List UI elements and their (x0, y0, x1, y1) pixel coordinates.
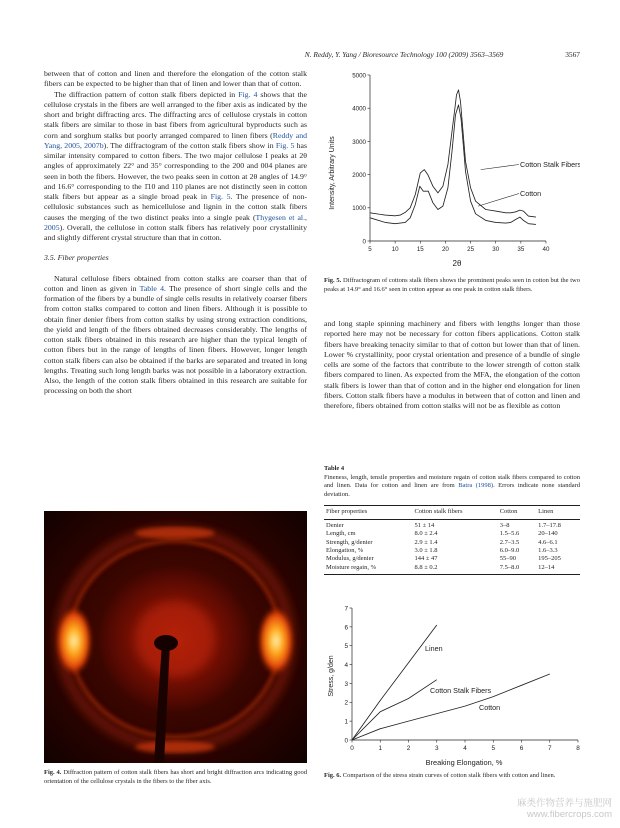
fig6-label-cotton-stalk: Cotton Stalk Fibers (430, 686, 492, 695)
running-header (0, 50, 580, 59)
table-row (324, 519, 580, 530)
table-row (324, 530, 580, 538)
table4-caption: Fineness, length, tensile properties and moisture regain of cotton stalk fibers compared to cotton and linen. Data for cotton and linen are from Batra (1998). Errors indicate none standard deviation. (324, 473, 580, 498)
paragraph: Natural cellulose fibers obtained from cotton stalks are coarser than that of cotton and linen as given in Table 4. The presence of short single cells and the formation of the fibers by a bundle of single cells results in relatively coarser fibers from cotton stalks compared to cotton and linen fibers. Although it is possible to obtain finer denier fibers from cotton stalks by using strong extraction conditions, the yield and length of the fibers obtained decreases considerably. The lengths of cotton stalk fibers obtained in this research are higher than the typical length of cotton fibers but in the range of lengths of linen fibers. However, longer length cotton stalk fibers can also be obtained if the barks are separated and treated in long lengths. Treating such long length barks was not possible in a laboratory extraction. Also, the length of the cotton stalk fibers obtained in this research are suitable for processing on both the short (44, 273, 307, 396)
x-tick-label: 20 (441, 246, 449, 253)
fig6-xlabel: Breaking Elongation, % (425, 758, 503, 767)
table-cell: 55–90 (499, 555, 516, 563)
table-row (324, 539, 580, 547)
x-tick-label: 35 (517, 246, 525, 253)
table-cell: Modulus, g/denier (326, 555, 374, 563)
table4-link[interactable]: Table 4 (139, 283, 164, 293)
paragraph: The diffraction pattern of cotton stalk fibers depicted in Fig. 4 shows that the cellulose crystals in the fibers are well arranged to the fiber axis as indicated by the short and bright diffracting arcs. The diffracting arcs of cellulose crystals in cotton stalk fibers are similar to those in bast fibers from agricultural byproducts such as corn and sorghum stalks but poorly arranged compared to linen fibers (Reddy and Yang, 2005, 2007b). The diffractogram of the cotton stalk fibers show in Fig. 5 has similar intensity compared to cotton fibers. The two major cellulose I peaks at 2θ angles of approximately 22° and 35° corresponding to the 200 and 004 planes are seen in both the fibers. However, the two peaks seen in cotton at 2θ angles of 14.9° and 16.6° corresponding to the 1̄10 and 110 planes are not distinctly seen in cotton stalk fibers but appear as a single broad peak in Fig. 5. The presence of non-cellulosic substances such as hemicellulose and lignin in the cotton stalk fibers causes the merging of the two distinct peaks into a single peak (Thygesen et al., 2005). Overall, the cellulose in cotton stalk fibers has relatively poor crystallinity and slightly different crystal structure than that in cotton. (44, 89, 308, 242)
table4-label: Table 4 (324, 465, 345, 472)
table-cell: Elongation, % (326, 547, 364, 554)
table-cell: 51 ± 14 (414, 521, 435, 529)
column-header: Cotton stalk fibers (414, 508, 463, 516)
y-tick-label: 2 (344, 699, 348, 707)
y-tick-label: 0 (344, 737, 348, 745)
x-tick-label: 3 (434, 745, 439, 752)
y-tick-label: 3000 (352, 138, 366, 146)
reference-link[interactable]: Batra (1998) (458, 482, 494, 490)
x-tick-label: 6 (519, 745, 524, 752)
paragraph: between that of cotton and linen and therefore the elongation of the cotton stalk fibers can be expected to be higher than that of linen and lower than that of cotton. (44, 69, 307, 89)
y-tick-label: 7 (344, 605, 348, 613)
reference-link[interactable]: Reddy and Yang, 2005, 2007b (44, 130, 307, 150)
x-tick-label: 2 (406, 745, 411, 752)
table-cell: 2.7–3.5 (499, 538, 520, 546)
table-cell: 1.5–5.6 (499, 530, 520, 538)
table-cell: 2.9 ± 1.4 (414, 538, 438, 546)
watermark-text: 麻类作物营养与施肥网 (516, 798, 612, 809)
table-cell: 12–14 (538, 563, 555, 571)
x-tick-label: 5 (368, 246, 372, 253)
x-tick-label: 25 (467, 246, 475, 253)
x-tick-label: 0 (350, 745, 354, 752)
watermark-url: www.fibercrops.com (527, 809, 612, 820)
right-column (324, 319, 580, 411)
column-header: Fiber properties (326, 508, 368, 516)
series-line-1 (370, 90, 536, 217)
table-cell: 8.0 ± 2.4 (414, 530, 438, 538)
table-row (324, 564, 580, 575)
x-tick-label: 7 (547, 745, 552, 752)
y-tick-label: 6 (344, 624, 348, 632)
series-line-1 (352, 625, 437, 740)
table-cell: 8.8 ± 0.2 (414, 563, 438, 571)
y-tick-label: 5000 (352, 72, 366, 80)
y-tick-label: 4 (344, 661, 348, 669)
column-header: Cotton (499, 508, 518, 516)
fig5-legend-cotton: Cotton (520, 189, 542, 198)
table-row (324, 547, 580, 555)
table-cell: Moisture regain, % (326, 563, 377, 571)
reference-link[interactable]: Thygesen et al., 2005 (44, 212, 307, 232)
x-tick-label: 40 (542, 246, 550, 253)
table4-block (324, 465, 580, 575)
x-tick-label: 10 (391, 246, 399, 253)
fig6-stress-strain (324, 600, 580, 768)
fig5-legend-pointer (478, 194, 519, 207)
table-cell: 144 ± 47 (414, 555, 438, 563)
diffraction-pattern (44, 511, 307, 763)
x-tick-label: 30 (492, 246, 500, 253)
watermark (430, 795, 612, 820)
fig5-xlabel: 2θ (452, 259, 462, 268)
fig6-label-cotton: Cotton (479, 703, 501, 712)
fig4-caption: Fig. 4. Diffraction pattern of cotton stalk fibers has short and bright diffraction arcs indicating good orientation of the cellulose crystals in the fibers to the fiber axis. (44, 769, 307, 785)
fig4-link[interactable]: Fig. 4 (238, 89, 258, 99)
table-cell: 195–205 (538, 555, 561, 563)
y-tick-label: 3 (344, 680, 348, 688)
table4 (324, 505, 580, 575)
table-cell: 20–140 (538, 530, 558, 538)
table-row (324, 555, 580, 563)
x-tick-label: 15 (416, 246, 424, 253)
page-number: 3567 (565, 50, 580, 59)
table-cell: Strength, g/denier (326, 538, 373, 546)
y-tick-label: 4000 (352, 105, 366, 113)
y-tick-label: 2000 (352, 172, 366, 179)
x-tick-label: 4 (463, 745, 467, 752)
series-line-2 (352, 680, 437, 740)
fig4-diffraction-image (44, 511, 307, 763)
x-tick-label: 8 (576, 745, 580, 752)
table-header-row (324, 506, 580, 519)
y-tick-label: 5 (344, 643, 348, 651)
fig5-legend-pointer (481, 165, 519, 170)
running-head-text: N. Reddy, Y. Yang / Bioresource Technology 100 (2009) 3563–3569 (304, 50, 504, 59)
table-cell: 4.6–6.1 (538, 538, 558, 546)
left-column (44, 69, 307, 397)
y-tick-label: 1000 (352, 205, 366, 213)
series-line-3 (352, 674, 550, 740)
table-cell: Denier (326, 521, 344, 529)
x-tick-label: 5 (491, 745, 496, 752)
fig5-caption: Fig. 5. Diffractogram of cottons stalk fibers shows the prominent peaks seen in cotton but the two peaks at 14.9° and 16.6° seen in cotton appear as one peak in cotton stalk fibers. (324, 277, 580, 293)
fig6-label-linen: Linen (425, 644, 443, 653)
fig6-caption: Fig. 6. Comparison of the stress strain curves of cotton stalk fibers with cotton and linen. (324, 772, 556, 779)
fig5-ylabel: Intensity, Arbitrary Units (329, 136, 336, 210)
table-cell: 7.5–8.0 (499, 563, 520, 571)
fig5-diffractogram (324, 65, 580, 273)
section-heading: 3.5. Fiber properties (44, 253, 109, 263)
paragraph: and long staple spinning machinery and fibers with lengths longer than those reported here may not be necessary for cotton fibers applications. Cotton stalk fibers have breaking tenacity similar to that of cotton but lower than that of linen. Lower % crystallinity, poor crystal orientation and presence of a bundle of single cells are some of the factors that contribute to the lower strength of cotton stalk fibers compared to linen. As expected from the MFA, the elongation of the cotton stalk fibers is lower than that of cotton and in the higher end elongation for linen fibers. Cotton stalk fibers have a modulus in between that of cotton and linen and therefore, fibers obtained from cotton stalks will not be as flexible as cotton (324, 319, 580, 410)
y-tick-label: 0 (362, 238, 366, 246)
table-cell: 6.0–9.0 (499, 547, 520, 554)
table-cell: 1.7–17.8 (538, 521, 561, 529)
fig5-link[interactable]: Fig. 5 (275, 140, 295, 150)
fig6-chart (324, 600, 580, 768)
fig6-ylabel: Stress, g/den (328, 655, 335, 697)
x-tick-label: 1 (378, 745, 383, 752)
table-cell: Length, cm (326, 530, 356, 538)
fig5-legend-cotton-stalk: Cotton Stalk Fibers (520, 160, 580, 169)
y-tick-label: 1 (344, 718, 348, 726)
table-cell: 1.6–3.3 (538, 547, 558, 554)
fig5-chart (324, 65, 580, 273)
fig5-link[interactable]: Fig. 5 (210, 192, 231, 201)
table-cell: 3–8 (499, 521, 510, 529)
column-header: Linen (538, 508, 554, 516)
table-cell: 3.0 ± 1.8 (414, 547, 438, 554)
